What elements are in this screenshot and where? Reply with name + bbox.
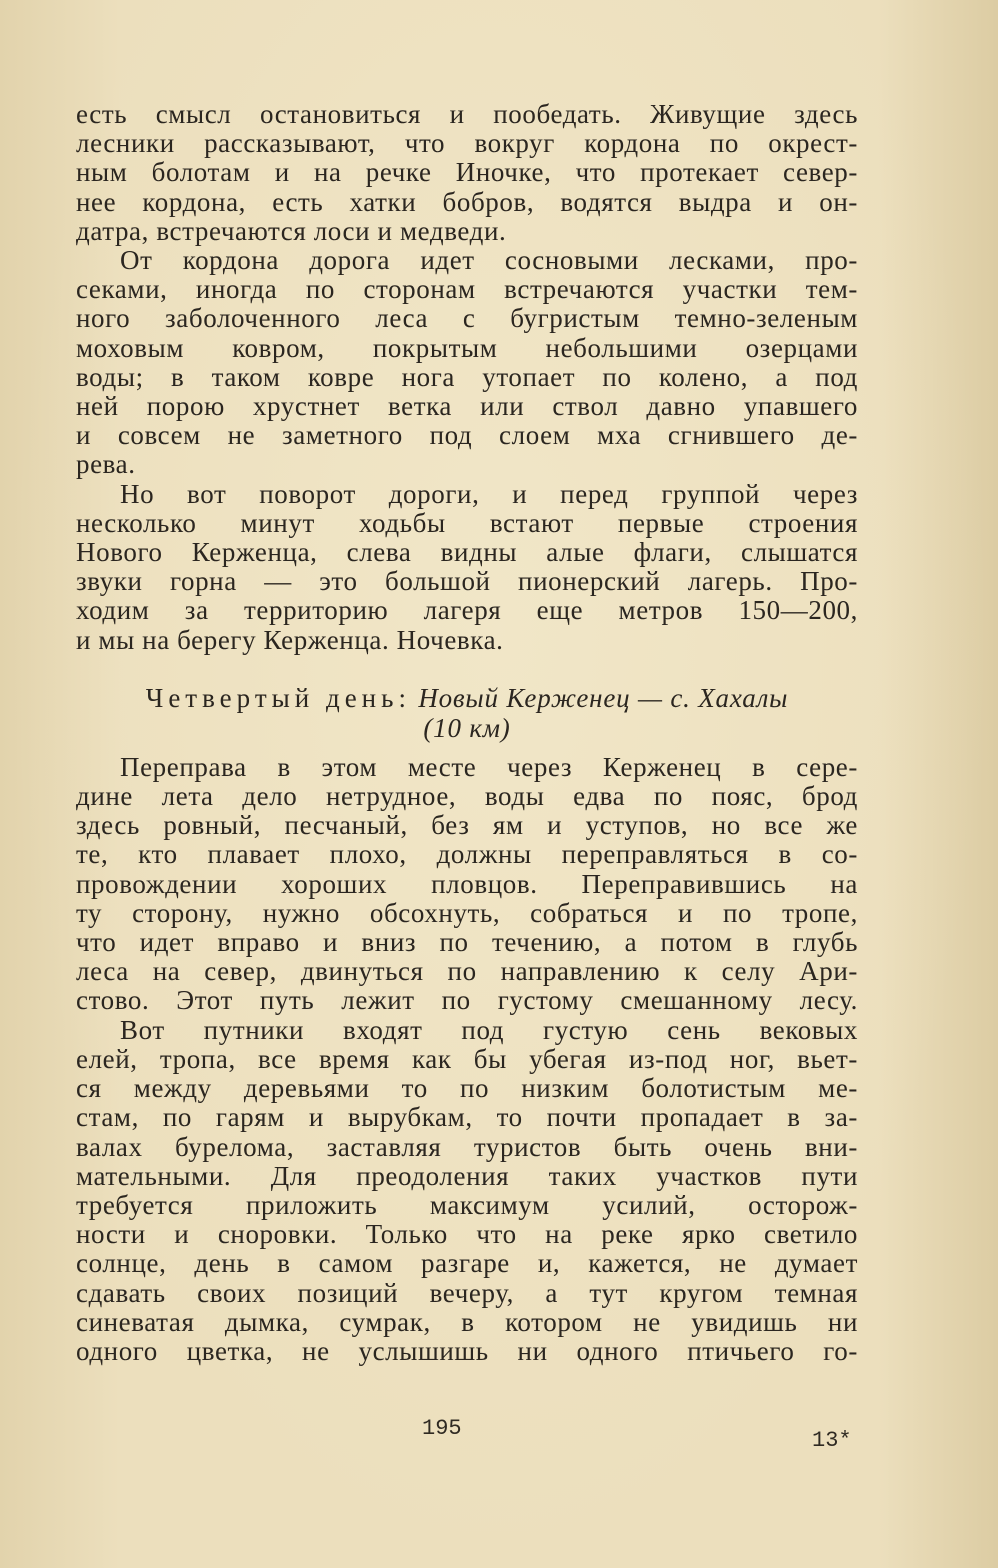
page-body [76, 100, 858, 1366]
text-line: провождении хороших пловцов. Переправившись на [76, 868, 858, 899]
section-heading-route: Новый Керженец — с. Хахалы [418, 682, 789, 713]
text-line: валах бурелома, заставляя туристов быть очень вни- [76, 1131, 858, 1162]
text-line: мательными. Для преодоления таких участков пути [76, 1160, 858, 1191]
text-line: Нового Керженца, слева видны алые флаги, слышатся [76, 537, 858, 568]
text-line: ности и сноровки. Только что на реке ярко светило [76, 1219, 858, 1250]
text-line: секами, иногда по сторонам встречаются участки тем- [76, 274, 858, 305]
text-line: несколько минут ходьбы встают первые строения [76, 507, 858, 538]
text-line: нее кордона, есть хатки бобров, водятся выдра и он- [76, 186, 858, 217]
text-line: леса на север, двинуться по направлению к селу Ари- [76, 956, 858, 987]
text-line: ней порою хрустнет ветка или ствол давно упавшего [76, 391, 858, 422]
section-heading-distance: (10 км) [423, 712, 511, 743]
text-line: сдавать своих позиций вечеру, а тут кругом темная [76, 1277, 858, 1308]
text-line: стово. Этот путь лежит по густому смешанному лесу. [76, 985, 858, 1016]
text-line: Вот путники входят под густую сень вековых [120, 1014, 858, 1045]
text-line: и совсем не заметного под слоем мха сгнившего де- [76, 420, 858, 451]
text-line: елей, тропа, все время как бы убегая из-под ног, вьет- [76, 1043, 858, 1074]
text-line: ходим за территорию лагеря еще метров 150—200, [76, 595, 858, 626]
text-line: ту сторону, нужно обсохнуть, собраться и по тропе, [76, 897, 858, 928]
text-line: датра, встречаются лоси и медведи. [76, 215, 507, 246]
text-line: рева. [76, 449, 136, 480]
text-line: звуки горна — это большой пионерский лагерь. Про- [76, 566, 858, 597]
text-line: ным болотам и на речке Иночке, что протекает север- [76, 157, 858, 188]
text-line: и мы на берегу Керженца. Ночевка. [76, 624, 504, 655]
text-line: одного цветка, не услышишь ни одного птичьего го- [76, 1335, 858, 1366]
section-heading-label: Четвертый день: [145, 682, 411, 713]
text-line: есть смысл остановиться и пообедать. Живущие здесь [76, 99, 858, 129]
text-line: моховым ковром, покрытым небольшими озерцами [76, 332, 858, 363]
text-line: солнце, день в самом разгаре и, кажется, не думает [76, 1248, 858, 1279]
text-line: требуется приложить максимум усилий, осторож- [76, 1189, 858, 1220]
text-line: Переправа в этом месте через Керженец в сере- [120, 751, 858, 782]
signature-mark: 13* [812, 1428, 852, 1453]
text-line: те, кто плавает плохо, должны переправляться в со- [76, 839, 858, 870]
paragraph-2 [76, 246, 858, 480]
text-line: воды; в таком ковре нога утопает по колено, а под [76, 361, 858, 392]
section-heading [76, 683, 858, 743]
paragraph-5 [76, 1016, 858, 1366]
text-line: ного заболоченного леса с бугристым темно-зеленым [76, 303, 858, 334]
text-line: здесь ровный, песчаный, без ям и уступов, но все же [76, 810, 858, 841]
text-line: дине лета дело нетрудное, воды едва по пояс, брод [76, 781, 858, 812]
paragraph-1 [76, 100, 858, 246]
paragraph-3 [76, 480, 858, 655]
text-line: От кордона дорога идет сосновыми лесками, про- [120, 245, 858, 276]
text-line: лесники рассказывают, что вокруг кордона по окрест- [76, 128, 858, 159]
text-line: ся между деревьями то по низким болотистым ме- [76, 1073, 858, 1104]
page-number: 195 [422, 1416, 462, 1441]
text-line: Но вот поворот дороги, и перед группой через [120, 478, 858, 509]
text-line: стам, по гарям и вырубкам, то почти пропадает в за- [76, 1102, 858, 1133]
paragraph-4 [76, 753, 858, 1016]
text-line: синеватая дымка, сумрак, в котором не увидишь ни [76, 1306, 858, 1337]
text-line: что идет вправо и вниз по течению, а потом в глубь [76, 927, 858, 958]
